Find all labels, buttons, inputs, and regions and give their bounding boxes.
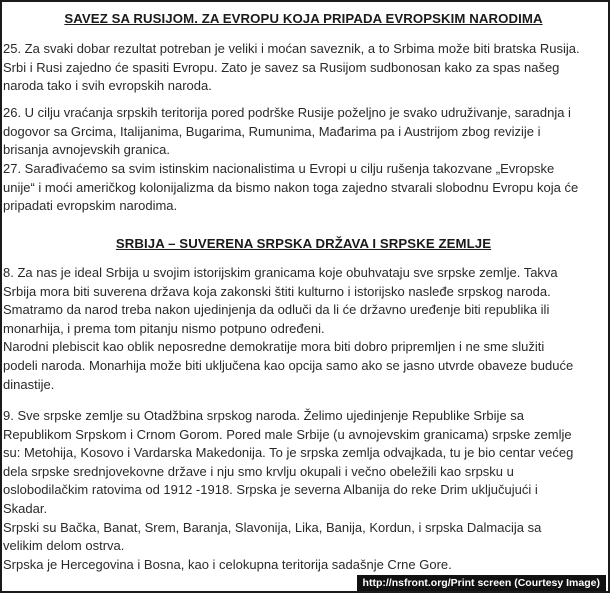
paragraph-line: pripadati evropskim narodima.	[3, 198, 178, 214]
paragraph-line: dogovor sa Grcima, Italijanima, Bugarima, Rumunima, Mađarima pa i Austrijom zbog revizije i	[3, 123, 541, 139]
paragraph-line: brisanja avnojevskih granica.	[3, 142, 170, 158]
paragraph-25	[3, 40, 606, 96]
image-credit-caption: http://nsfront.org/Print screen (Courtesy Image)	[357, 575, 606, 591]
paragraph-line: Republikom Srpskom i Crnom Gorom. Pored male Srbije (u avnojevskim granicama) srpske zemlje	[3, 426, 572, 442]
paragraph-line: 26. U cilju vraćanja srpskih teritorija pored podrške Rusije poželjno je svako udruživanje, saradnja i	[3, 105, 571, 120]
paragraph-26	[3, 104, 606, 160]
paragraph-line: Srpska je Hercegovina i Bosna, kao i celokupna teritorija sadašnje Crne Gore.	[3, 556, 452, 572]
paragraph-line: oslobodilačkim ratovima od 1912 -1918. Srpska je severna Albanija do reke Drim uključujući i	[3, 482, 538, 498]
section-heading-serbia: SRBIJA – SUVERENA SRPSKA DRŽAVA I SRPSKE ZEMLJE	[115, 236, 492, 251]
paragraph-line: Narodni plebiscit kao oblik neposredne demokratije mora biti dobro pripremljen i ne sme služiti	[3, 339, 545, 355]
paragraph-line: naroda tako i svih evropskih naroda.	[3, 78, 212, 94]
paragraph-9	[3, 407, 606, 574]
paragraph-line: monarhija, i prema tom pitanju nismo potpuno određeni.	[3, 320, 325, 336]
paragraph-line: 25. Za svaki dobar rezultat potreban je veliki i moćan saveznik, a to Srbima može biti bratska Rusija.	[3, 41, 580, 56]
paragraph-line: 9. Sve srpske zemlje su Otadžbina srpskog naroda. Želimo ujedinjenje Republike Srbije sa	[3, 408, 524, 423]
paragraph-line: unije“ i moći američkog kolonijalizma da bismo nakon toga zajedno stvarali slobodnu Evropu koja će	[3, 179, 579, 195]
paragraph-line: 8. Za nas je ideal Srbija u svojim istorijskim granicama koje obuhvataju sve srpske zemlje. Takva	[3, 265, 558, 280]
paragraph-27	[3, 160, 606, 216]
paragraph-line: podeli naroda. Monarhija može biti uključena kao opcija samo ako se jasno utvrde obaveze buduće	[3, 357, 574, 373]
paragraph-line: su: Metohija, Kosovo i Vardarska Makedonija. To je srpska zemlja odvajkada, tu je bio centar većeg	[3, 445, 574, 461]
paragraph-line: Srpski su Bačka, Banat, Srem, Baranja, Slavonija, Lika, Banija, Kordun, i srpska Dalmacija sa	[3, 519, 542, 535]
paragraph-line: dinastije.	[3, 376, 55, 392]
paragraph-8	[3, 264, 606, 394]
paragraph-line: 27. Sarađivaćemo sa svim istinskim nacionalistima u Evropi u cilju rušenja takozvane „Evropske	[3, 161, 555, 176]
paragraph-line: Smatramo da narod treba nakon ujedinjenja da odluči da li će državno uređenje biti republika ili	[3, 302, 550, 318]
paragraph-line: Srbija mora biti suverena država koja zakonski štiti kulturno i istorijsko nasleđe srpskog naroda.	[3, 283, 551, 299]
paragraph-line: dela srpske srednjovekovne države i nju smo krvlju okupali i večno obeležili kao srpsku u	[3, 463, 514, 479]
paragraph-line: Srbi i Rusi zajedno će spasiti Evropu. Zato je savez sa Rusijom sudbonosan kako za spas našeg	[3, 59, 560, 75]
paragraph-line: Skadar.	[3, 500, 48, 516]
paragraph-line: velikim delom ostrva.	[3, 538, 125, 554]
section-heading-alliance: SAVEZ SA RUSIJOM. ZA EVROPU KOJA PRIPADA EVROPSKIM NARODIMA	[64, 11, 543, 26]
